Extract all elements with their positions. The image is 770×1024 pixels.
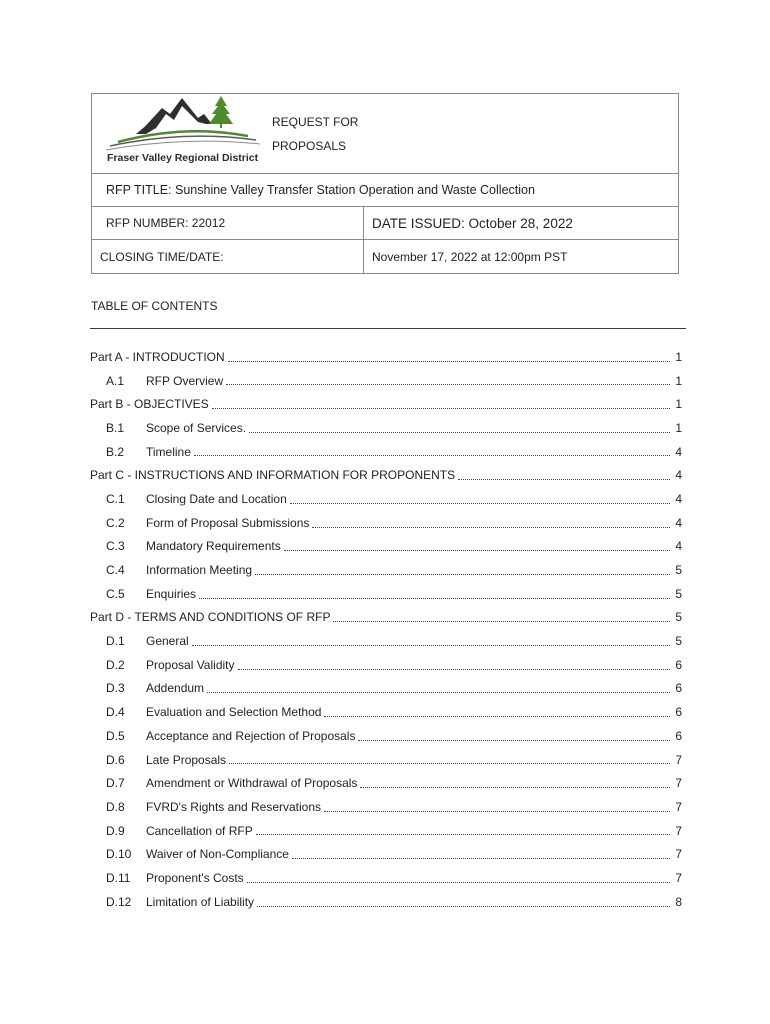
toc-dot-leader: [212, 407, 670, 409]
toc-dot-leader: [324, 715, 670, 717]
toc-entry[interactable]: [90, 369, 682, 393]
toc-entry-number: D.10: [106, 847, 132, 862]
toc-entry-number: D.12: [106, 894, 132, 909]
rfp-number-row: [92, 207, 678, 240]
toc-entry-title: Cancellation of RFP: [146, 823, 253, 838]
toc-entry-page: 7: [675, 823, 682, 838]
toc-entry-number: D.8: [106, 799, 125, 814]
toc-entry[interactable]: [90, 819, 682, 843]
toc-entry-page: 5: [675, 563, 682, 578]
toc-entry-title: Part D - TERMS AND CONDITIONS OF RFP: [90, 610, 331, 625]
toc-entry-page: 6: [675, 705, 682, 720]
toc-entry[interactable]: [90, 345, 682, 369]
toc-entry-title: Part A - INTRODUCTION: [90, 349, 225, 364]
toc-dot-leader: [207, 691, 670, 693]
toc-dot-leader: [199, 597, 670, 599]
toc-dot-leader: [292, 857, 670, 859]
toc-entry-number: A.1: [106, 373, 125, 388]
toc-entry[interactable]: [90, 558, 682, 582]
toc-entry[interactable]: [90, 487, 682, 511]
toc-entry-page: 8: [675, 894, 682, 909]
toc-dot-leader: [247, 881, 670, 883]
toc-entry[interactable]: [90, 842, 682, 866]
rfp-header-table: [91, 93, 679, 274]
toc-dot-leader: [458, 478, 670, 480]
toc-entry-page: 7: [675, 799, 682, 814]
toc-dot-leader: [228, 360, 670, 362]
toc-entry-number: B.2: [106, 444, 125, 459]
toc-entry-title: Proponent's Costs: [146, 870, 244, 885]
toc-entry-title: Evaluation and Selection Method: [146, 705, 322, 720]
toc-entry[interactable]: [90, 748, 682, 772]
toc-entry-number: D.11: [106, 870, 131, 885]
toc-entry[interactable]: [90, 890, 682, 914]
toc-entry-title: RFP Overview: [146, 373, 224, 388]
toc-entry[interactable]: [90, 771, 682, 795]
request-for-proposals-title: [272, 110, 358, 158]
toc-entry-title: Timeline: [146, 444, 191, 459]
toc-divider: [90, 328, 686, 329]
toc-entry-page: 4: [675, 468, 682, 483]
toc-entry-title: Part B - OBJECTIVES: [90, 397, 209, 412]
toc-entry-page: 7: [675, 752, 682, 767]
toc-entry-title: Amendment or Withdrawal of Proposals: [146, 776, 358, 791]
toc-entry-page: 6: [675, 728, 682, 743]
toc-entry[interactable]: [90, 440, 682, 464]
toc-entry-page: 1: [675, 349, 682, 364]
toc-entry-number: C.5: [106, 586, 125, 601]
toc-entry-page: 1: [675, 420, 682, 435]
toc-entry[interactable]: [90, 535, 682, 559]
toc-dot-leader: [192, 644, 670, 646]
toc-entry-title: Information Meeting: [146, 563, 253, 578]
toc-dot-leader: [284, 549, 670, 551]
date-issued: DATE ISSUED: October 28, 2022: [372, 215, 573, 231]
toc-entry-page: 5: [675, 610, 682, 625]
toc-entry-number: D.5: [106, 728, 125, 743]
toc-entry-title: FVRD's Rights and Reservations: [146, 799, 322, 814]
toc-entry[interactable]: [90, 416, 682, 440]
toc-entry-number: C.2: [106, 515, 125, 530]
rfp-title: RFP TITLE: Sunshine Valley Transfer Station Operation and Waste Collection: [106, 183, 535, 197]
toc-entry-title: Closing Date and Location: [146, 491, 287, 506]
toc-entry-number: C.4: [106, 563, 125, 578]
toc-entry-number: C.1: [106, 491, 125, 506]
toc-entry-title: Part C - INSTRUCTIONS AND INFORMATION FOR PROPONENTS: [90, 468, 456, 483]
toc-entry-title: Late Proposals: [146, 752, 227, 767]
toc-entry-number: D.7: [106, 776, 125, 791]
toc-entry[interactable]: [90, 511, 682, 535]
request-line-1: REQUEST FOR: [272, 115, 359, 129]
toc-entry-number: D.6: [106, 752, 125, 767]
toc-entry-page: 7: [675, 847, 682, 862]
header-logo-row: [92, 94, 678, 174]
toc-entry-title: Waiver of Non-Compliance: [146, 847, 289, 862]
toc-entry-number: D.1: [106, 634, 125, 649]
toc-dot-leader: [255, 573, 670, 575]
toc-entry-page: 4: [675, 444, 682, 459]
toc-dot-leader: [238, 668, 671, 670]
toc-entry-title: General: [146, 634, 189, 649]
rfp-title-row: [92, 174, 678, 207]
toc-dot-leader: [229, 762, 670, 764]
toc-dot-leader: [194, 454, 670, 456]
rfp-number: RFP NUMBER: 22012: [92, 207, 364, 239]
toc-entry-page: 7: [675, 870, 682, 885]
toc-dot-leader: [249, 431, 670, 433]
toc-entry-page: 1: [675, 397, 682, 412]
toc-entry-page: 5: [675, 634, 682, 649]
table-of-contents: [90, 345, 682, 914]
toc-entry[interactable]: [90, 677, 682, 701]
toc-entry[interactable]: [90, 653, 682, 677]
toc-entry-title: Scope of Services.: [146, 420, 247, 435]
toc-heading: TABLE OF CONTENTS: [91, 299, 218, 313]
toc-dot-leader: [226, 383, 670, 385]
toc-entry[interactable]: [90, 629, 682, 653]
toc-entry-page: 6: [675, 681, 682, 696]
org-name: Fraser Valley Regional District: [107, 152, 259, 164]
toc-entry-number: C.3: [106, 539, 125, 554]
toc-entry-page: 4: [675, 539, 682, 554]
closing-row: [92, 240, 678, 273]
toc-entry-page: 4: [675, 491, 682, 506]
toc-entry-title: Acceptance and Rejection of Proposals: [146, 728, 356, 743]
toc-entry[interactable]: [90, 795, 682, 819]
closing-label: CLOSING TIME/DATE:: [92, 240, 364, 273]
toc-entry[interactable]: [90, 606, 682, 630]
toc-dot-leader: [257, 905, 670, 907]
toc-dot-leader: [312, 526, 670, 528]
toc-entry-number: D.4: [106, 705, 125, 720]
toc-dot-leader: [333, 620, 670, 622]
toc-entry-title: Addendum: [146, 681, 205, 696]
toc-entry[interactable]: [90, 866, 682, 890]
closing-value: November 17, 2022 at 12:00pm PST: [372, 249, 568, 264]
toc-entry-number: B.1: [106, 420, 125, 435]
toc-entry[interactable]: [90, 700, 682, 724]
toc-entry-title: Limitation of Liability: [146, 894, 255, 909]
request-line-2: PROPOSALS: [272, 139, 347, 153]
toc-entry[interactable]: [90, 582, 682, 606]
toc-dot-leader: [358, 739, 670, 741]
toc-dot-leader: [360, 786, 670, 788]
toc-entry-title: Proposal Validity: [146, 657, 235, 672]
toc-dot-leader: [324, 810, 670, 812]
toc-entry-number: D.9: [106, 823, 125, 838]
toc-entry[interactable]: [90, 724, 682, 748]
toc-dot-leader: [256, 833, 670, 835]
toc-entry-title: Enquiries: [146, 586, 197, 601]
toc-dot-leader: [290, 502, 670, 504]
toc-entry-title: Mandatory Requirements: [146, 539, 281, 554]
toc-entry-page: 7: [675, 776, 682, 791]
toc-entry-number: D.3: [106, 681, 125, 696]
toc-entry[interactable]: [90, 392, 682, 416]
toc-entry-page: 4: [675, 515, 682, 530]
toc-entry-page: 1: [675, 373, 682, 388]
toc-entry[interactable]: [90, 463, 682, 487]
toc-entry-page: 6: [675, 657, 682, 672]
toc-entry-page: 5: [675, 586, 682, 601]
toc-entry-title: Form of Proposal Submissions: [146, 515, 310, 530]
toc-entry-number: D.2: [106, 657, 125, 672]
